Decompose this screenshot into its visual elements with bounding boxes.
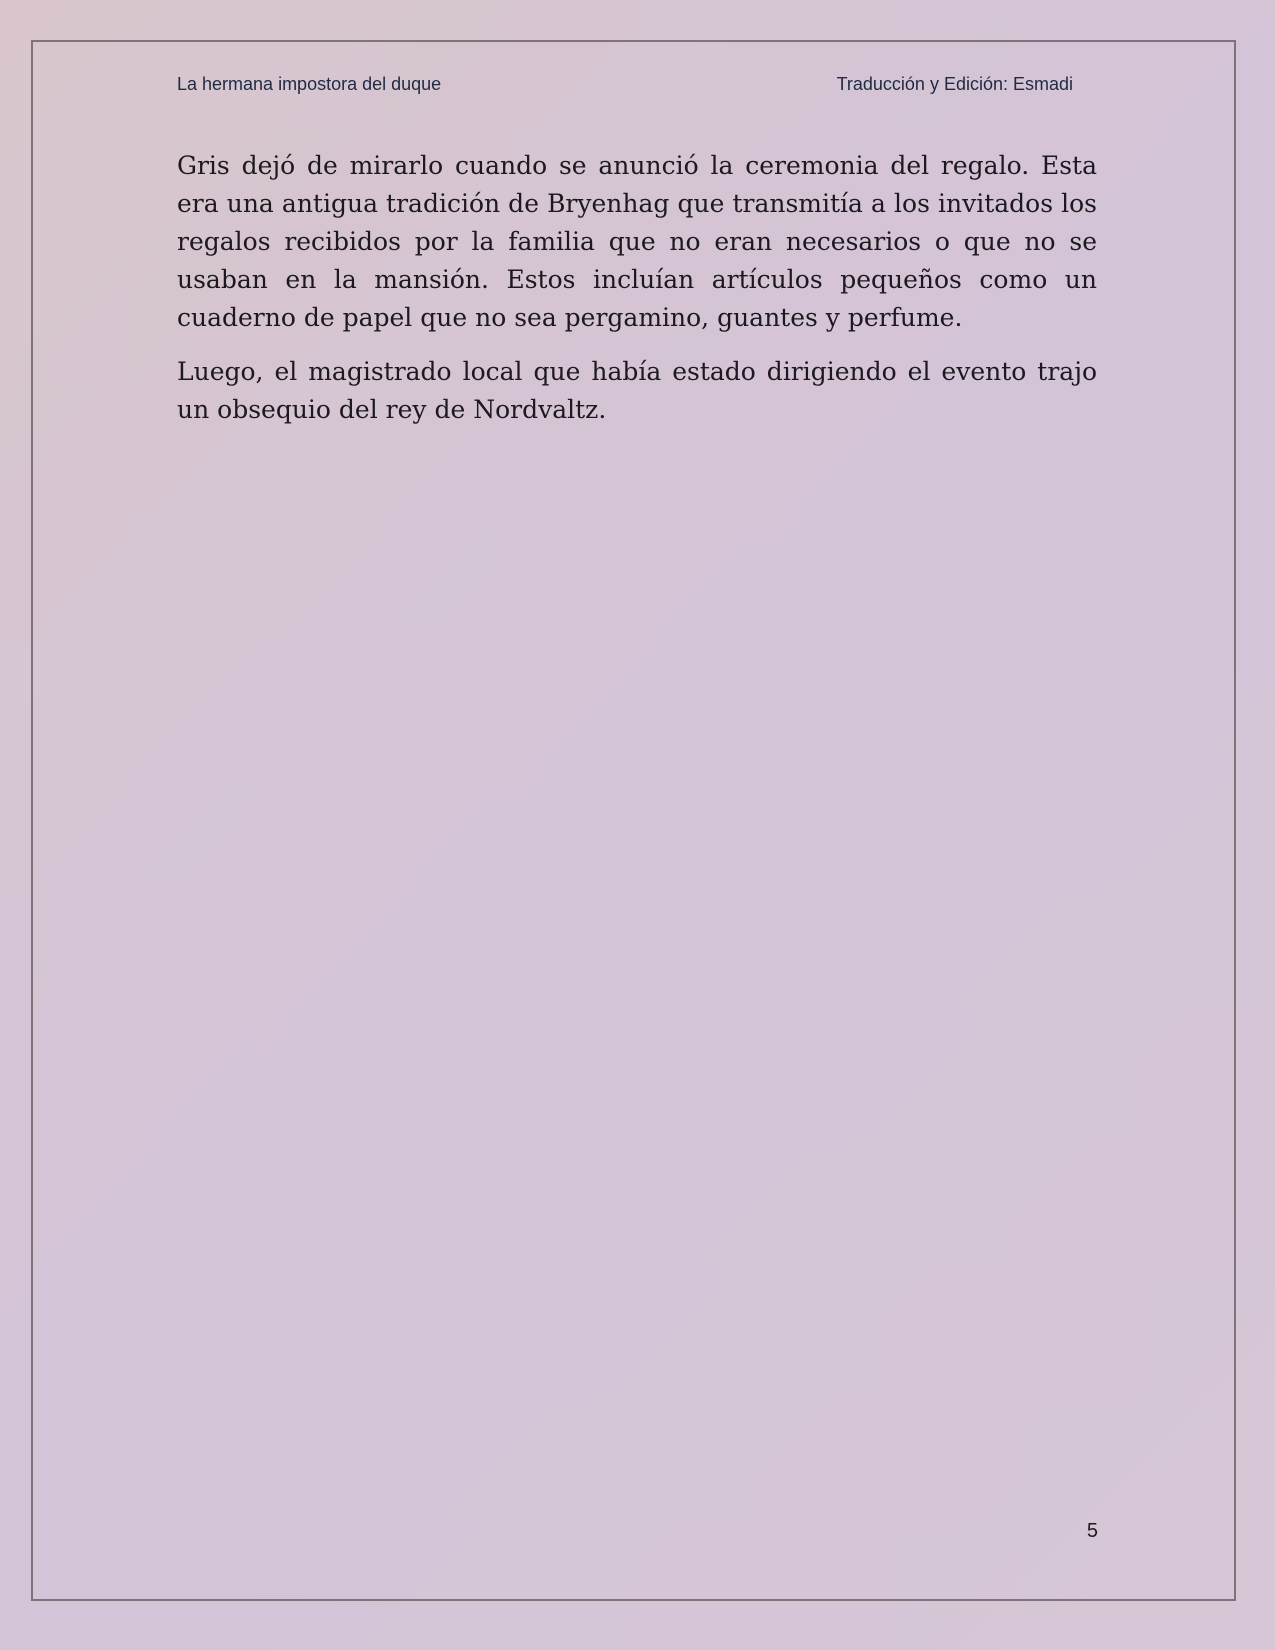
page-number: 5	[1086, 1520, 1098, 1542]
page-header	[177, 74, 1073, 100]
page-body	[177, 147, 1097, 445]
paragraph: Gris dejó de mirarlo cuando se anunció la ceremonia del regalo. Esta era una antigua tradición de Bryenhag que transmitía a los invitados los regalos recibidos por la familia que no eran necesarios o que no se usaban en la mansión. Estos incluían artículos pequeños como un cuaderno de papel que no sea pergamino, guantes y perfume.	[177, 151, 1097, 332]
header-book-title: La hermana impostora del duque	[177, 74, 442, 94]
header-translator-credit: Traducción y Edición: Esmadi	[836, 74, 1073, 94]
paragraph: Luego, el magistrado local que había estado dirigiendo el evento trajo un obsequio del rey de Nordvaltz.	[177, 357, 1097, 424]
